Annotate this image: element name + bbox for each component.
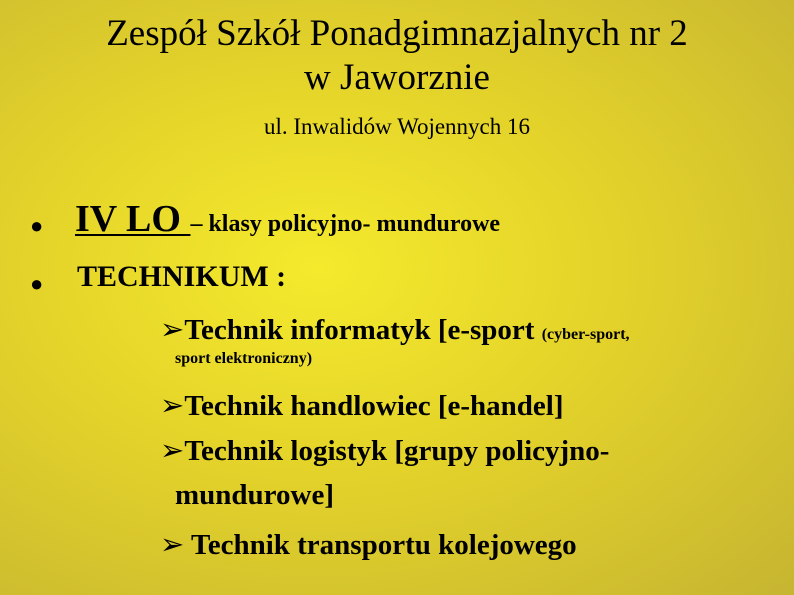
sub-item-logistyk-cont: mundurowe] xyxy=(175,479,334,511)
sub-item-handlowiec-label: Technik handlowiec [e-handel] xyxy=(184,390,564,422)
sub-item-informatyk-note: (cyber-sport, xyxy=(541,326,630,343)
sub-item-handlowiec xyxy=(160,389,564,423)
arrow-icon: ➢ xyxy=(160,529,185,561)
sub-item-transport xyxy=(160,528,577,562)
arrow-icon: ➢ xyxy=(160,390,185,422)
sub-item-logistyk xyxy=(160,434,609,468)
address-subtitle: ul. Inwalidów Wojennych 16 xyxy=(263,114,531,139)
sub-item-informatyk xyxy=(160,313,630,352)
arrow-icon: ➢ xyxy=(160,435,185,467)
item-iv-lo-label: IV LO xyxy=(75,198,191,240)
bullet-icon: ● xyxy=(30,271,44,296)
title-line-1: Zespół Szkół Ponadgimnazjalnych nr 2 xyxy=(106,13,688,54)
sub-item-informatyk-label: Technik informatyk [e-sport xyxy=(184,314,542,346)
arrow-icon: ➢ xyxy=(160,314,185,346)
title-line-2: w Jaworznie xyxy=(304,57,490,98)
slide-title xyxy=(0,12,794,100)
sub-item-informatyk-note-cont: sport elektroniczny) xyxy=(175,350,313,367)
bullet-icon: ● xyxy=(30,213,44,238)
item-iv-lo-description: – klasy policyjno- mundurowe xyxy=(190,211,501,237)
list-item-iv-lo xyxy=(75,197,500,241)
sub-item-transport-label: Technik transportu kolejowego xyxy=(184,529,577,561)
sub-item-logistyk-label: Technik logistyk [grupy policyjno- xyxy=(184,435,610,467)
list-item-technikum: TECHNIKUM : xyxy=(77,260,287,293)
